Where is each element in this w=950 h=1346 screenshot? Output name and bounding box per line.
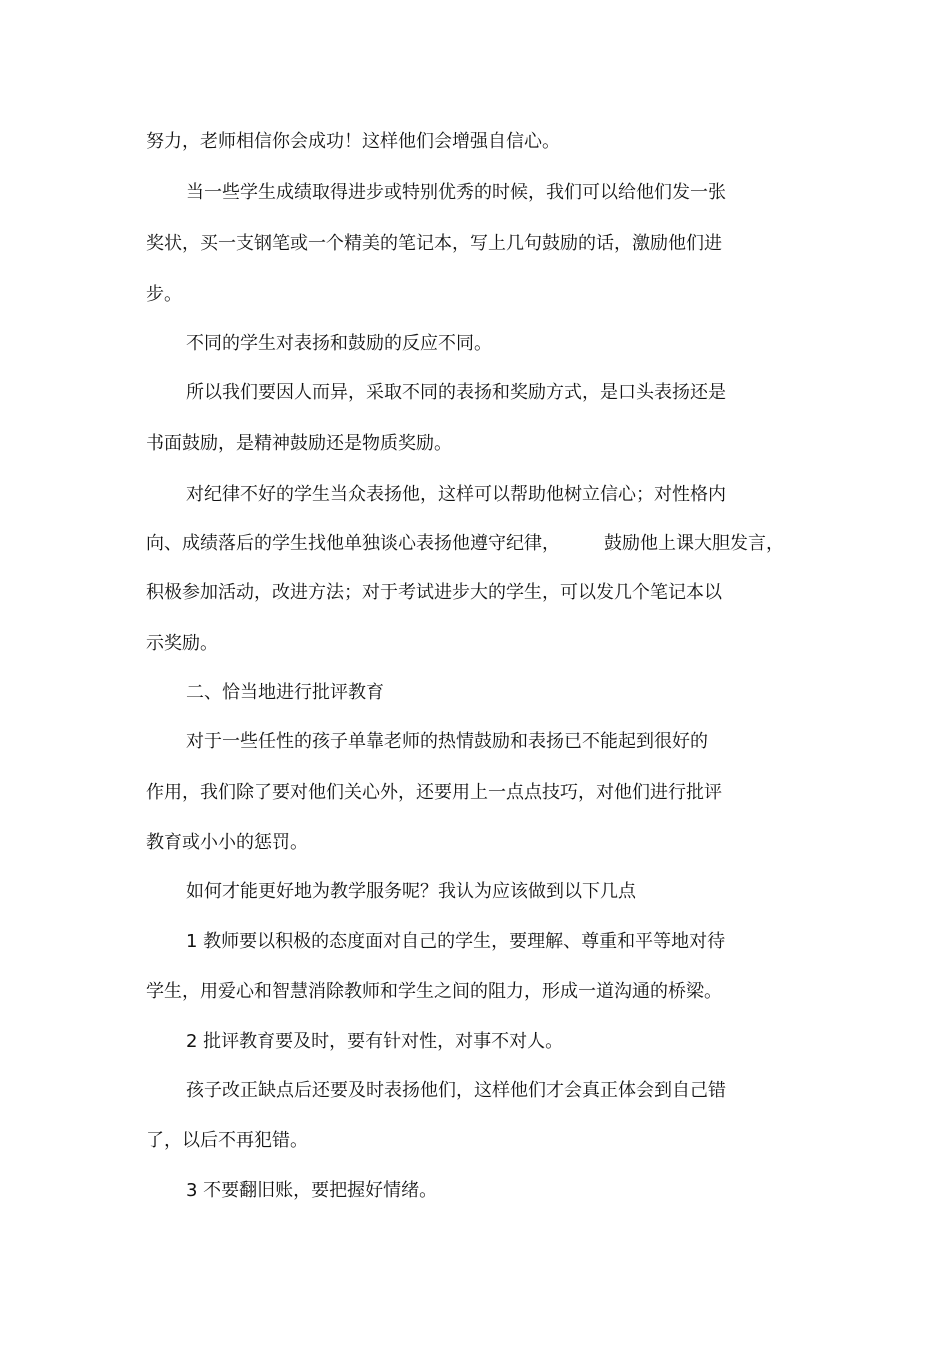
paragraph-line: 所以我们要因人而异，采取不同的表扬和奖励方式，是口头表扬还是 <box>186 382 726 403</box>
text-line: 努力，老师相信你会成功！这样他们会增强自信心。 <box>146 131 560 152</box>
text-line: 奖状，买一支钢笔或一个精美的笔记本，写上几句鼓励的话，激励他们进 <box>146 233 722 254</box>
numbered-item: 2 批评教育要及时，要有针对性，对事不对人。 <box>186 1031 564 1052</box>
numbered-item: 3 不要翻旧账，要把握好情绪。 <box>186 1180 438 1201</box>
text-line-split <box>146 532 784 556</box>
text-segment: 鼓励他上课大胆发言， <box>604 533 784 554</box>
paragraph-line: 当一些学生成绩取得进步或特别优秀的时候，我们可以给他们发一张 <box>186 182 726 203</box>
paragraph-line: 对纪律不好的学生当众表扬他，这样可以帮助他树立信心；对性格内 <box>186 484 726 505</box>
text-line: 学生，用爱心和智慧消除教师和学生之间的阻力，形成一道沟通的桥梁。 <box>146 981 722 1002</box>
paragraph-line: 不同的学生对表扬和鼓励的反应不同。 <box>186 333 492 354</box>
text-line: 书面鼓励，是精神鼓励还是物质奖励。 <box>146 433 452 454</box>
paragraph-line: 孩子改正缺点后还要及时表扬他们，这样他们才会真正体会到自己错 <box>186 1080 726 1101</box>
paragraph-line: 如何才能更好地为教学服务呢？我认为应该做到以下几点 <box>186 881 636 902</box>
section-heading: 二、恰当地进行批评教育 <box>186 682 384 703</box>
text-line: 教育或小小的惩罚。 <box>146 832 308 853</box>
text-line: 积极参加活动，改进方法；对于考试进步大的学生，可以发几个笔记本以 <box>146 582 722 603</box>
text-line: 了，以后不再犯错。 <box>146 1130 308 1151</box>
text-line: 示奖励。 <box>146 633 218 654</box>
text-line: 步。 <box>146 284 182 305</box>
text-segment: 向、成绩落后的学生找他单独谈心表扬他遵守纪律， <box>146 533 560 554</box>
paragraph-line: 对于一些任性的孩子单靠老师的热情鼓励和表扬已不能起到很好的 <box>186 731 708 752</box>
numbered-item: 1 教师要以积极的态度面对自己的学生，要理解、尊重和平等地对待 <box>186 931 726 952</box>
text-line: 作用，我们除了要对他们关心外，还要用上一点点技巧，对他们进行批评 <box>146 782 722 803</box>
